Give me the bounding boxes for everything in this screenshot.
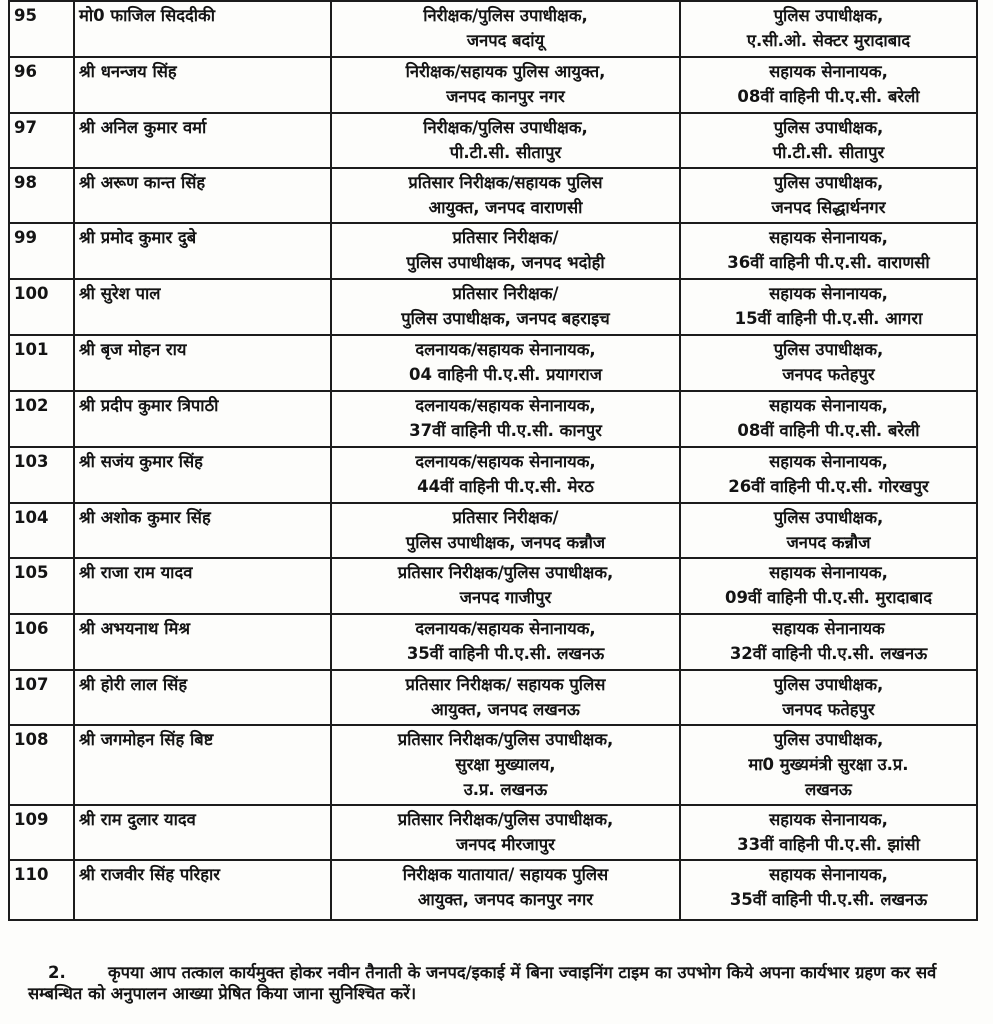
table-row (9, 391, 977, 447)
officer-name-cell: श्री राजा राम यादव (74, 558, 331, 614)
posting-line: प्रतिसार निरीक्षक/सहायक पुलिस (408, 173, 603, 192)
table-row (9, 860, 977, 920)
posting-line: 08वीं वाहिनी पी.ए.सी. बरेली (737, 421, 920, 440)
posting-line: पुलिस उपाधीक्षक, जनपद कन्नौज (405, 533, 606, 552)
serial-number-cell: 103 (9, 447, 74, 503)
posting-line: जनपद सिद्धार्थनगर (771, 198, 886, 217)
posting-line: पुलिस उपाधीक्षक, (773, 675, 884, 694)
officer-name-cell: श्री सजंय कुमार सिंह (74, 447, 331, 503)
posting-line: पी.टी.सी. सीतापुर (772, 143, 885, 162)
new-posting-cell (680, 168, 977, 223)
serial-number-cell: 105 (9, 558, 74, 614)
officer-name-cell: श्री राम दुलार यादव (74, 805, 331, 860)
new-posting-cell (680, 614, 977, 670)
table-row (9, 279, 977, 335)
posting-line: दलनायक/सहायक सेनानायक, (415, 619, 596, 638)
table-row (9, 503, 977, 558)
posting-line: सहायक सेनानायक, (769, 396, 888, 415)
posting-line: 35वीं वाहिनी पी.ए.सी. लखनऊ (729, 890, 928, 909)
table-row (9, 57, 977, 113)
new-posting-cell (680, 805, 977, 860)
instruction-paragraph (28, 962, 958, 1004)
current-posting-cell (331, 503, 680, 558)
new-posting-cell (680, 503, 977, 558)
officer-name-cell: श्री राजवीर सिंह परिहार (74, 860, 331, 920)
posting-line: जनपद मीरजापुर (456, 835, 555, 854)
posting-line: जनपद बदांयू (466, 31, 545, 50)
table-row (9, 223, 977, 279)
serial-number-cell: 101 (9, 335, 74, 391)
posting-line: निरीक्षक/पुलिस उपाधीक्षक, (423, 118, 588, 137)
posting-line: पुलिस उपाधीक्षक, जनपद बहराइच (401, 309, 610, 328)
paragraph-number: 2. (48, 963, 66, 982)
posting-line: 15वीं वाहिनी पी.ए.सी. आगरा (734, 309, 923, 328)
posting-line: निरीक्षक यातायात/ सहायक पुलिस (402, 865, 609, 884)
posting-line: जनपद फतेहपुर (782, 700, 875, 719)
posting-line: दलनायक/सहायक सेनानायक, (415, 340, 596, 359)
transfer-table-body (9, 1, 977, 920)
current-posting-cell (331, 447, 680, 503)
posting-line: सुरक्षा मुख्यालय, (455, 755, 556, 774)
current-posting-cell (331, 725, 680, 805)
table-row (9, 1, 977, 57)
serial-number-cell: 97 (9, 113, 74, 168)
table-row (9, 335, 977, 391)
posting-line: प्रतिसार निरीक्षक/ (452, 228, 559, 247)
new-posting-cell (680, 223, 977, 279)
posting-line: प्रतिसार निरीक्षक/पुलिस उपाधीक्षक, (397, 563, 614, 582)
posting-line: 32वीं वाहिनी पी.ए.सी. लखनऊ (729, 644, 928, 663)
serial-number-cell: 102 (9, 391, 74, 447)
posting-line: दलनायक/सहायक सेनानायक, (415, 452, 596, 471)
table-row (9, 558, 977, 614)
posting-line: पुलिस उपाधीक्षक, (773, 173, 884, 192)
current-posting-cell (331, 168, 680, 223)
transfer-table (8, 0, 978, 921)
current-posting-cell (331, 335, 680, 391)
posting-line: जनपद कन्नौज (786, 533, 871, 552)
table-row (9, 447, 977, 503)
current-posting-cell (331, 558, 680, 614)
posting-line: आयुक्त, जनपद वाराणसी (428, 198, 583, 217)
posting-line: पुलिस उपाधीक्षक, (773, 6, 884, 25)
posting-line: सहायक सेनानायक, (769, 62, 888, 81)
posting-line: दलनायक/सहायक सेनानायक, (415, 396, 596, 415)
current-posting-cell (331, 113, 680, 168)
posting-line: मा0 मुख्यमंत्री सुरक्षा उ.प्र. (748, 755, 909, 774)
posting-line: प्रतिसार निरीक्षक/ (452, 284, 559, 303)
posting-line: सहायक सेनानायक, (769, 452, 888, 471)
serial-number-cell: 99 (9, 223, 74, 279)
posting-line: सहायक सेनानायक, (769, 810, 888, 829)
serial-number-cell: 96 (9, 57, 74, 113)
table-row (9, 670, 977, 725)
posting-line: 04 वाहिनी पी.ए.सी. प्रयागराज (409, 365, 602, 384)
posting-line: 33वीं वाहिनी पी.ए.सी. झांसी (737, 835, 920, 854)
officer-name-cell: श्री प्रदीप कुमार त्रिपाठी (74, 391, 331, 447)
new-posting-cell (680, 279, 977, 335)
new-posting-cell (680, 725, 977, 805)
serial-number-cell: 107 (9, 670, 74, 725)
posting-line: प्रतिसार निरीक्षक/पुलिस उपाधीक्षक, (397, 810, 614, 829)
new-posting-cell (680, 1, 977, 57)
serial-number-cell: 108 (9, 725, 74, 805)
posting-line: सहायक सेनानायक, (769, 865, 888, 884)
officer-name-cell: श्री अरूण कान्त सिंह (74, 168, 331, 223)
new-posting-cell (680, 335, 977, 391)
posting-line: पुलिस उपाधीक्षक, (773, 730, 884, 749)
posting-line: जनपद गाजीपुर (459, 588, 552, 607)
new-posting-cell (680, 391, 977, 447)
table-row (9, 113, 977, 168)
new-posting-cell (680, 558, 977, 614)
posting-line: 08वीं वाहिनी पी.ए.सी. बरेली (737, 87, 920, 106)
table-row (9, 725, 977, 805)
posting-line: जनपद कानपुर नगर (446, 87, 565, 106)
new-posting-cell (680, 447, 977, 503)
officer-name-cell: श्री होरी लाल सिंह (74, 670, 331, 725)
posting-line: 26वीं वाहिनी पी.ए.सी. गोरखपुर (728, 477, 929, 496)
posting-line: सहायक सेनानायक, (769, 563, 888, 582)
current-posting-cell (331, 57, 680, 113)
posting-line: आयुक्त, जनपद लखनऊ (431, 700, 580, 719)
posting-line: 36वीं वाहिनी पी.ए.सी. वाराणसी (727, 253, 930, 272)
current-posting-cell (331, 805, 680, 860)
serial-number-cell: 100 (9, 279, 74, 335)
posting-line: उ.प्र. लखनऊ (463, 780, 548, 799)
paragraph-text: कृपया आप तत्काल कार्यमुक्त होकर नवीन तैनाती के जनपद/इकाई में बिना ज्वाइनिंग टाइम का उपभोग किये अपना कार्यभार ग्रहण कर सर्व सम्बन्धित को अनुपालन आख्या प्रेषित किया जाना सुनिश्चित करें। (28, 963, 937, 1003)
posting-line: प्रतिसार निरीक्षक/पुलिस उपाधीक्षक, (397, 730, 614, 749)
posting-line: 37वीं वाहिनी पी.ए.सी. कानपुर (409, 421, 602, 440)
posting-line: सहायक सेनानायक, (769, 284, 888, 303)
posting-line: जनपद फतेहपुर (782, 365, 875, 384)
posting-line: 09वीं वाहिनी पी.ए.सी. मुरादाबाद (725, 588, 932, 607)
officer-name-cell: श्री अशोक कुमार सिंह (74, 503, 331, 558)
posting-line: 44वीं वाहिनी पी.ए.सी. मेरठ (417, 477, 594, 496)
posting-line: पुलिस उपाधीक्षक, जनपद भदोही (406, 253, 605, 272)
table-row (9, 805, 977, 860)
serial-number-cell: 95 (9, 1, 74, 57)
posting-line: प्रतिसार निरीक्षक/ (452, 508, 559, 527)
posting-line: पुलिस उपाधीक्षक, (773, 508, 884, 527)
officer-name-cell: श्री जगमोहन सिंह बिष्ट (74, 725, 331, 805)
current-posting-cell (331, 860, 680, 920)
current-posting-cell (331, 670, 680, 725)
serial-number-cell: 98 (9, 168, 74, 223)
posting-line: निरीक्षक/पुलिस उपाधीक्षक, (423, 6, 588, 25)
table-row (9, 614, 977, 670)
table-row (9, 168, 977, 223)
officer-name-cell: श्री बृज मोहन राय (74, 335, 331, 391)
officer-name-cell: श्री धनन्जय सिंह (74, 57, 331, 113)
posting-line: ए.सी.ओ. सेक्टर मुरादाबाद (746, 31, 911, 50)
posting-line: निरीक्षक/सहायक पुलिस आयुक्त, (405, 62, 606, 81)
current-posting-cell (331, 1, 680, 57)
new-posting-cell (680, 670, 977, 725)
serial-number-cell: 109 (9, 805, 74, 860)
new-posting-cell (680, 860, 977, 920)
posting-line: पुलिस उपाधीक्षक, (773, 118, 884, 137)
serial-number-cell: 110 (9, 860, 74, 920)
current-posting-cell (331, 614, 680, 670)
posting-line: पी.टी.सी. सीतापुर (449, 143, 562, 162)
officer-name-cell: श्री अनिल कुमार वर्मा (74, 113, 331, 168)
posting-line: 35वीं वाहिनी पी.ए.सी. लखनऊ (406, 644, 605, 663)
posting-line: सहायक सेनानायक (772, 619, 885, 638)
current-posting-cell (331, 391, 680, 447)
posting-line: सहायक सेनानायक, (769, 228, 888, 247)
current-posting-cell (331, 223, 680, 279)
serial-number-cell: 106 (9, 614, 74, 670)
officer-name-cell: श्री प्रमोद कुमार दुबे (74, 223, 331, 279)
officer-name-cell: श्री अभयनाथ मिश्र (74, 614, 331, 670)
new-posting-cell (680, 113, 977, 168)
posting-line: प्रतिसार निरीक्षक/ सहायक पुलिस (405, 675, 606, 694)
new-posting-cell (680, 57, 977, 113)
posting-line: पुलिस उपाधीक्षक, (773, 340, 884, 359)
serial-number-cell: 104 (9, 503, 74, 558)
current-posting-cell (331, 279, 680, 335)
posting-line: आयुक्त, जनपद कानपुर नगर (417, 890, 594, 909)
posting-line: लखनऊ (805, 780, 852, 799)
officer-name-cell: श्री सुरेश पाल (74, 279, 331, 335)
officer-name-cell: मो0 फाजिल सिददीकी (74, 1, 331, 57)
